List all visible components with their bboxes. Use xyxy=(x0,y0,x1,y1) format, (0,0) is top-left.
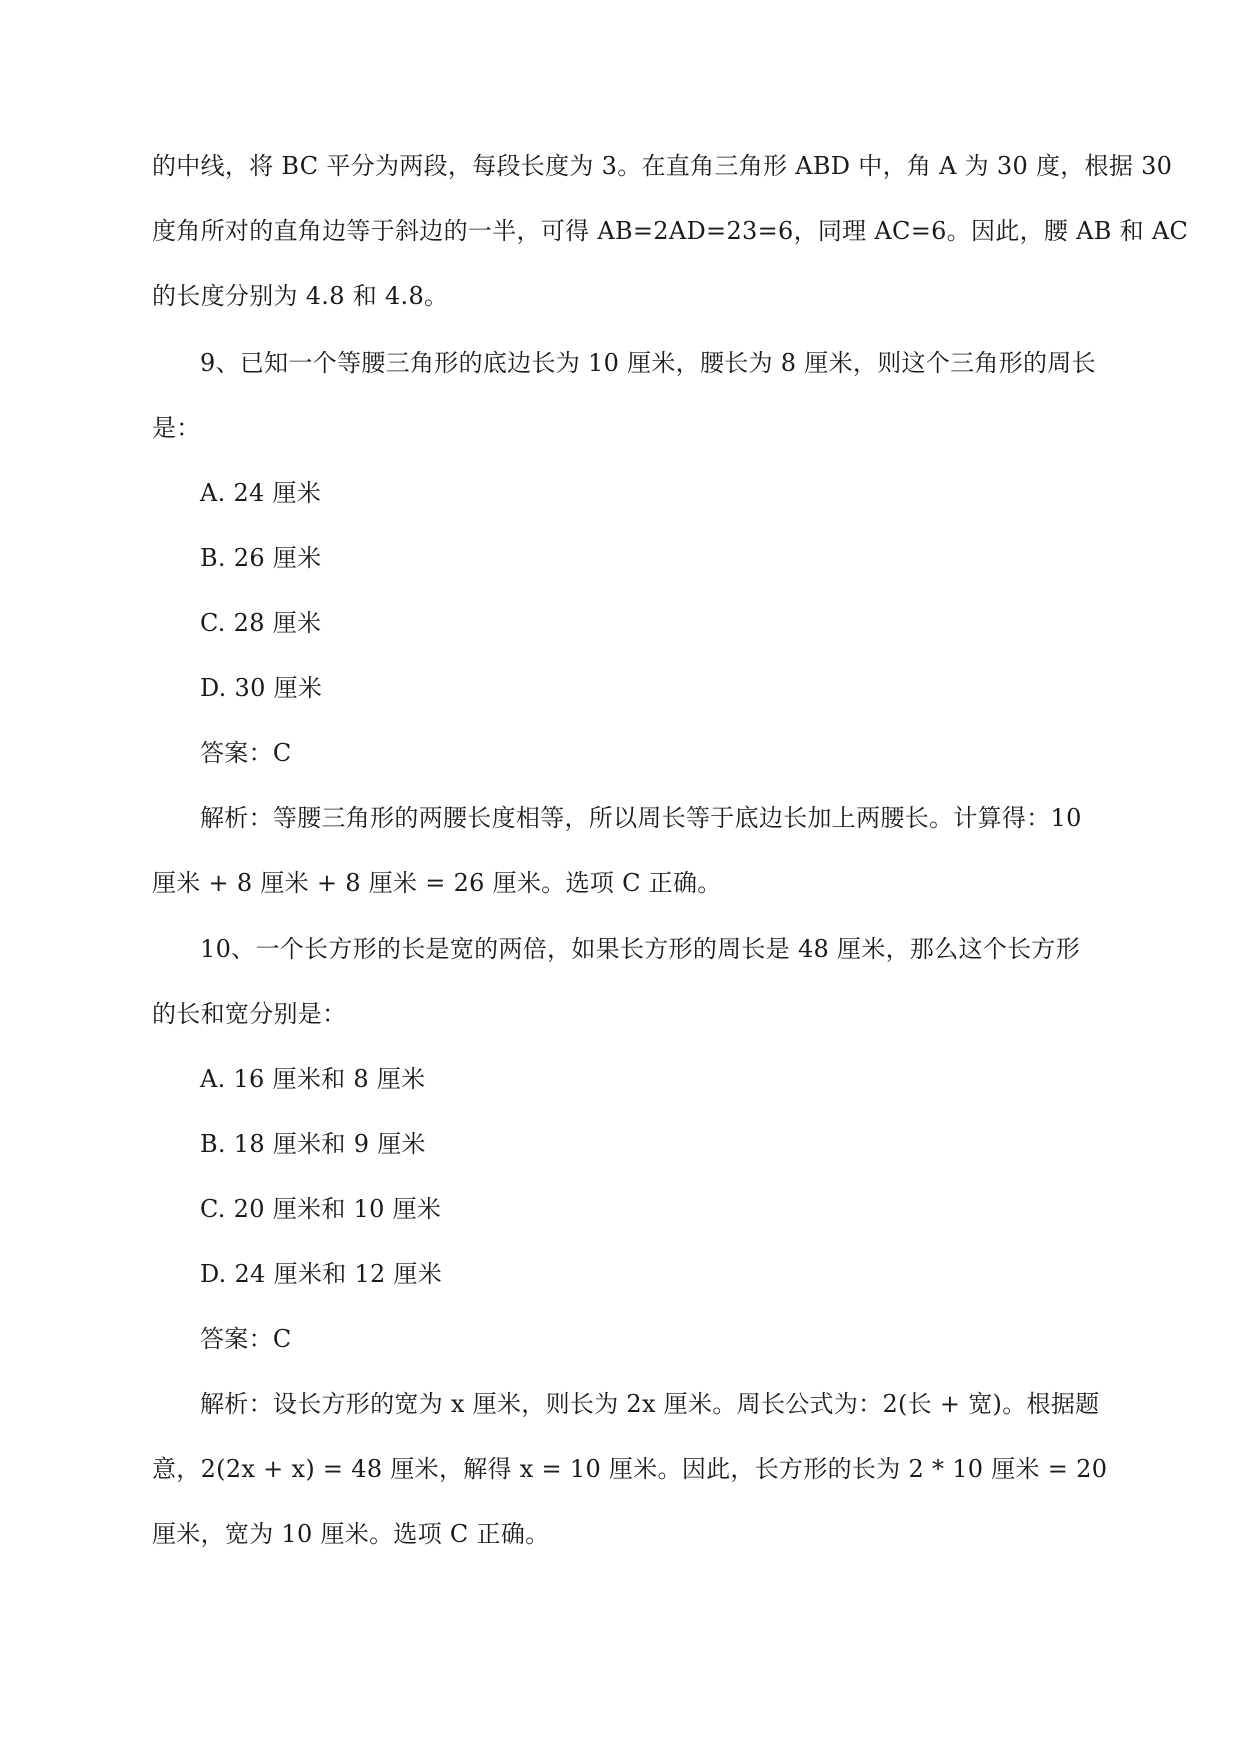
continuation-line-1: 的中线，将 BC 平分为两段，每段长度为 3。在直角三角形 ABD 中，角 A 为 30 度，根据 30 xyxy=(152,152,1173,180)
continuation-line-2: 度角所对的直角边等于斜边的一半，可得 AB=2AD=23=6，同理 AC=6。因此，腰 AB 和 AC xyxy=(152,217,1189,245)
q9-option-a: A. 24 厘米 xyxy=(200,479,322,507)
q9-analysis-line-1: 解析：等腰三角形的两腰长度相等，所以周长等于底边长加上两腰长。计算得：10 xyxy=(200,804,1082,832)
q10-analysis-line-2: 意，2(2x + x) = 48 厘米，解得 x = 10 厘米。因此，长方形的长为 2 * 10 厘米 = 20 xyxy=(152,1455,1108,1483)
q10-option-d: D. 24 厘米和 12 厘米 xyxy=(200,1260,443,1288)
q10-stem-line-2: 的长和宽分别是： xyxy=(152,1000,347,1028)
q9-stem-line-1: 9、已知一个等腰三角形的底边长为 10 厘米，腰长为 8 厘米，则这个三角形的周长 xyxy=(200,349,1096,377)
continuation-line-3: 的长度分别为 4.8 和 4.8。 xyxy=(152,282,449,310)
q9-option-c: C. 28 厘米 xyxy=(200,609,322,637)
q9-option-b: B. 26 厘米 xyxy=(200,544,322,572)
q9-analysis-line-2: 厘米 + 8 厘米 + 8 厘米 = 26 厘米。选项 C 正确。 xyxy=(152,869,722,897)
q9-option-d: D. 30 厘米 xyxy=(200,674,323,702)
q10-stem-line-1: 10、一个长方形的长是宽的两倍，如果长方形的周长是 48 厘米，那么这个长方形 xyxy=(200,935,1081,963)
q10-analysis-line-3: 厘米，宽为 10 厘米。选项 C 正确。 xyxy=(152,1520,550,1548)
q10-option-b: B. 18 厘米和 9 厘米 xyxy=(200,1130,426,1158)
q9-stem-line-2: 是： xyxy=(152,414,201,442)
q9-answer: 答案：C xyxy=(200,739,292,767)
q10-option-c: C. 20 厘米和 10 厘米 xyxy=(200,1195,442,1223)
q10-analysis-line-1: 解析：设长方形的宽为 x 厘米，则长为 2x 厘米。周长公式为：2(长 + 宽)。根据题 xyxy=(200,1390,1100,1418)
q10-option-a: A. 16 厘米和 8 厘米 xyxy=(200,1065,426,1093)
q10-answer: 答案：C xyxy=(200,1325,292,1353)
